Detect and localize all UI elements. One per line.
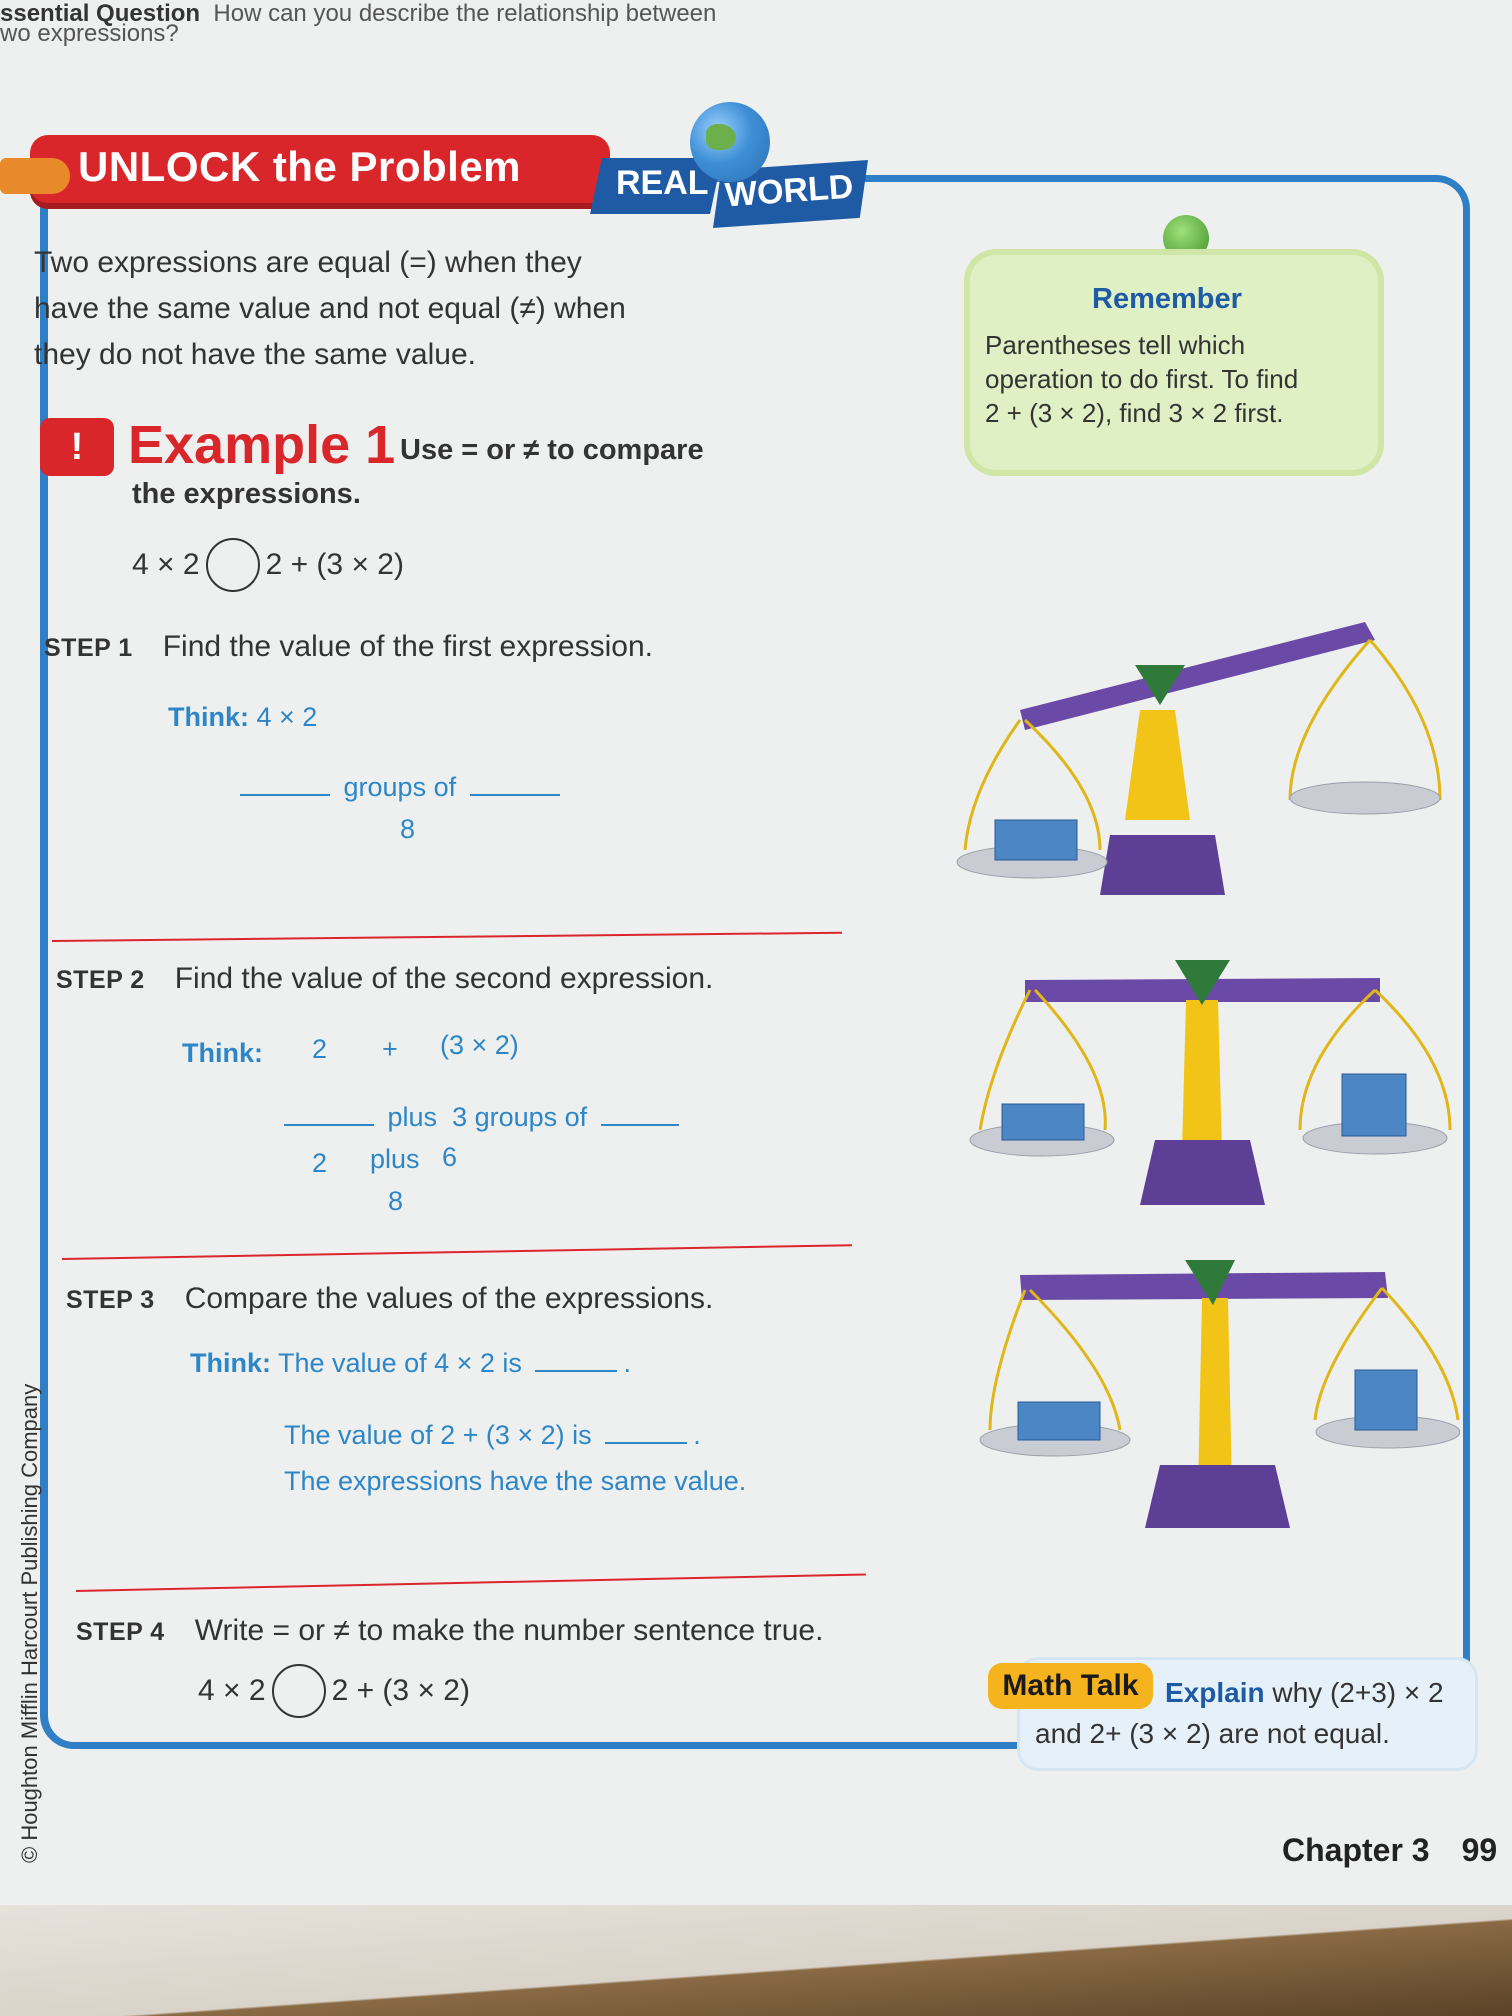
math-talk-line1 <box>1165 1677 1444 1709</box>
answer-circle[interactable] <box>206 538 260 592</box>
remember-line: Parentheses tell which <box>985 330 1246 360</box>
copyright-text: © Houghton Mifflin Harcourt Publishing Company <box>17 1383 42 1863</box>
step-label: STEP 4 <box>76 1618 165 1646</box>
intro-line: have the same value and not equal (≠) when <box>34 292 626 325</box>
step-text: Find the value of the first expression. <box>162 630 653 663</box>
answer-circle[interactable] <box>272 1664 326 1718</box>
math-talk-text: why (2+3) × 2 <box>1272 1677 1444 1708</box>
example-instruction-cont: the expressions. <box>132 478 361 510</box>
step3-line1: The value of 4 × 2 is <box>278 1348 522 1378</box>
step2-row2-plus: plus <box>370 1144 420 1174</box>
math-talk-badge: Math Talk <box>988 1663 1153 1709</box>
balance-scale-icon <box>950 610 1450 910</box>
step2-result: 8 <box>388 1186 404 1216</box>
example-instruction: Use = or ≠ to compare <box>400 434 704 466</box>
answer-blank[interactable] <box>470 794 560 796</box>
key-icon <box>0 158 70 194</box>
plus-text: plus <box>387 1102 438 1132</box>
remember-body <box>985 328 1365 430</box>
desk-surface <box>0 1905 1512 2016</box>
step-3 <box>66 1282 713 1316</box>
intro-line: Two expressions are equal (=) when they <box>34 246 582 279</box>
think-expression: 4 × 2 <box>256 702 318 732</box>
essential-question-label: ssential Question <box>0 0 201 27</box>
step3-think: Think: The value of 4 × 2 is . <box>190 1348 631 1378</box>
step-4 <box>76 1614 823 1648</box>
intro-line: they do not have the same value. <box>34 338 476 371</box>
expression-right: 2 + (3 × 2) <box>331 1674 470 1707</box>
essential-question-continued: wo expressions? <box>0 20 179 47</box>
step2-think <box>182 1038 263 1069</box>
step1-think <box>168 702 317 733</box>
step-2 <box>56 962 713 996</box>
expression-right: 2 + (3 × 2) <box>265 548 404 581</box>
think-label: Think: <box>190 1348 271 1378</box>
page-footer <box>1282 1832 1497 1869</box>
expression-left: 4 × 2 <box>132 548 200 581</box>
step2-row2-val: 6 <box>442 1142 458 1172</box>
remember-title: Remember <box>1092 283 1242 315</box>
step3-line3: The expressions have the same value. <box>284 1466 747 1496</box>
think-label: Think: <box>182 1038 263 1068</box>
step-label: STEP 3 <box>66 1286 155 1314</box>
step-text: Compare the values of the expressions. <box>184 1282 714 1315</box>
think-label: Think: <box>168 702 249 732</box>
chapter-label: Chapter 3 <box>1282 1832 1430 1868</box>
step1-groups <box>234 772 566 803</box>
answer-blank[interactable] <box>535 1370 617 1372</box>
answer-blank[interactable] <box>284 1124 374 1126</box>
step2-think-plus: + <box>382 1034 398 1064</box>
step3-line2-wrap: The value of 2 + (3 × 2) is . <box>284 1420 701 1450</box>
example-expression <box>132 538 404 592</box>
step2-row2-num: 2 <box>312 1148 328 1178</box>
math-talk-lead: Explain <box>1165 1677 1265 1708</box>
answer-blank[interactable] <box>601 1124 679 1126</box>
balance-scale-icon <box>960 940 1460 1220</box>
step2-row1 <box>278 1102 685 1133</box>
essential-question-text: How can you describe the relationship between <box>213 0 717 27</box>
step3-line2: The value of 2 + (3 × 2) is <box>284 1420 592 1450</box>
intro-text <box>34 240 734 378</box>
three-groups-text: 3 groups of <box>452 1102 588 1132</box>
step-label: STEP 1 <box>44 634 133 662</box>
step-text: Write = or ≠ to make the number sentence true. <box>194 1614 824 1647</box>
example-title: Example 1 <box>128 415 396 475</box>
step2-think-2: 2 <box>312 1034 328 1064</box>
example-icon: ! <box>40 418 114 476</box>
balance-scale-icon <box>970 1260 1460 1540</box>
math-talk-line2: and 2+ (3 × 2) are not equal. <box>1035 1718 1390 1749</box>
remember-line: 2 + (3 × 2), find 3 × 2 first. <box>985 398 1284 428</box>
step1-result: 8 <box>400 814 416 844</box>
step2-think-paren: (3 × 2) <box>440 1030 519 1060</box>
unlock-title: UNLOCK the Problem <box>78 143 522 190</box>
groups-of-text: groups of <box>343 772 457 802</box>
real-label: REAL <box>616 164 709 202</box>
step-text: Find the value of the second expression. <box>174 962 714 995</box>
step-label: STEP 2 <box>56 966 145 994</box>
remember-line: operation to do first. To find <box>985 364 1299 394</box>
answer-blank[interactable] <box>240 794 330 796</box>
answer-blank[interactable] <box>605 1442 687 1444</box>
step-1 <box>44 630 653 664</box>
expression-left: 4 × 2 <box>198 1674 266 1707</box>
page-number: 99 <box>1461 1832 1498 1868</box>
world-label: WORLD <box>723 167 855 215</box>
step4-expression <box>198 1664 470 1718</box>
